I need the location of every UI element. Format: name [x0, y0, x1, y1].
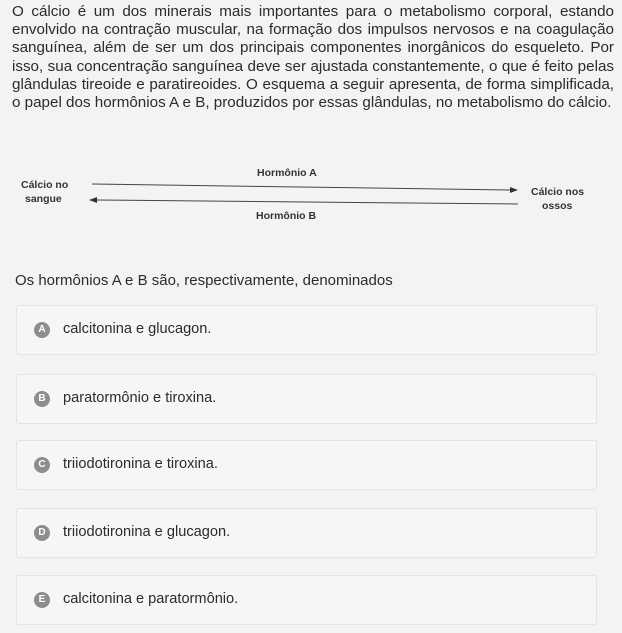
option-b-text: paratormônio e tiroxina. — [63, 390, 217, 406]
arrow-b-line — [96, 200, 518, 204]
option-e-text: calcitonina e paratormônio. — [63, 591, 239, 607]
arrow-a-line — [92, 184, 512, 190]
option-c[interactable] — [16, 440, 597, 490]
option-c-letter: C — [34, 457, 50, 473]
calcium-blood-label-2: sangue — [25, 193, 62, 205]
option-d-text: triiodotironina e glucagon. — [63, 524, 231, 540]
option-a[interactable] — [16, 305, 597, 355]
option-a-letter: A — [34, 322, 50, 338]
calcium-blood-label-1: Cálcio no — [21, 179, 69, 191]
option-d-letter: D — [34, 525, 50, 541]
question-text: O cálcio é um dos minerais mais importantes para o metabolismo corporal, estando envolvido na contração muscular, na formação dos impulsos nervosos e na coagulação sanguínea, além de ser um dos principais componentes inorgânicos do esqueleto. Por isso, sua concentração sanguínea deve ser ajustada constantemente, o que é feito pelas glândulas tireoide e paratireoides. O esquema a seguir apresenta, de forma simplificada, o papel dos hormônios A e B, produzidos por essas glândulas, no metabolismo do cálcio. — [12, 3, 614, 112]
calcium-bones-label-2: ossos — [542, 200, 573, 212]
arrow-b-head — [89, 197, 97, 203]
hormone-a-label: Hormônio A — [257, 167, 317, 179]
hormone-diagram — [0, 160, 622, 230]
option-e[interactable] — [16, 575, 597, 625]
option-b-letter: B — [34, 391, 50, 407]
question-prompt: Os hormônios A e B são, respectivamente, denominados — [15, 272, 393, 289]
option-a-text: calcitonina e glucagon. — [63, 321, 212, 337]
option-b[interactable] — [16, 374, 597, 424]
option-d[interactable] — [16, 508, 597, 558]
arrow-a-head — [510, 187, 518, 193]
hormone-b-label: Hormônio B — [256, 210, 317, 222]
calcium-bones-label-1: Cálcio nos — [531, 186, 585, 198]
option-e-letter: E — [34, 592, 50, 608]
option-c-text: triiodotironina e tiroxina. — [63, 456, 218, 472]
